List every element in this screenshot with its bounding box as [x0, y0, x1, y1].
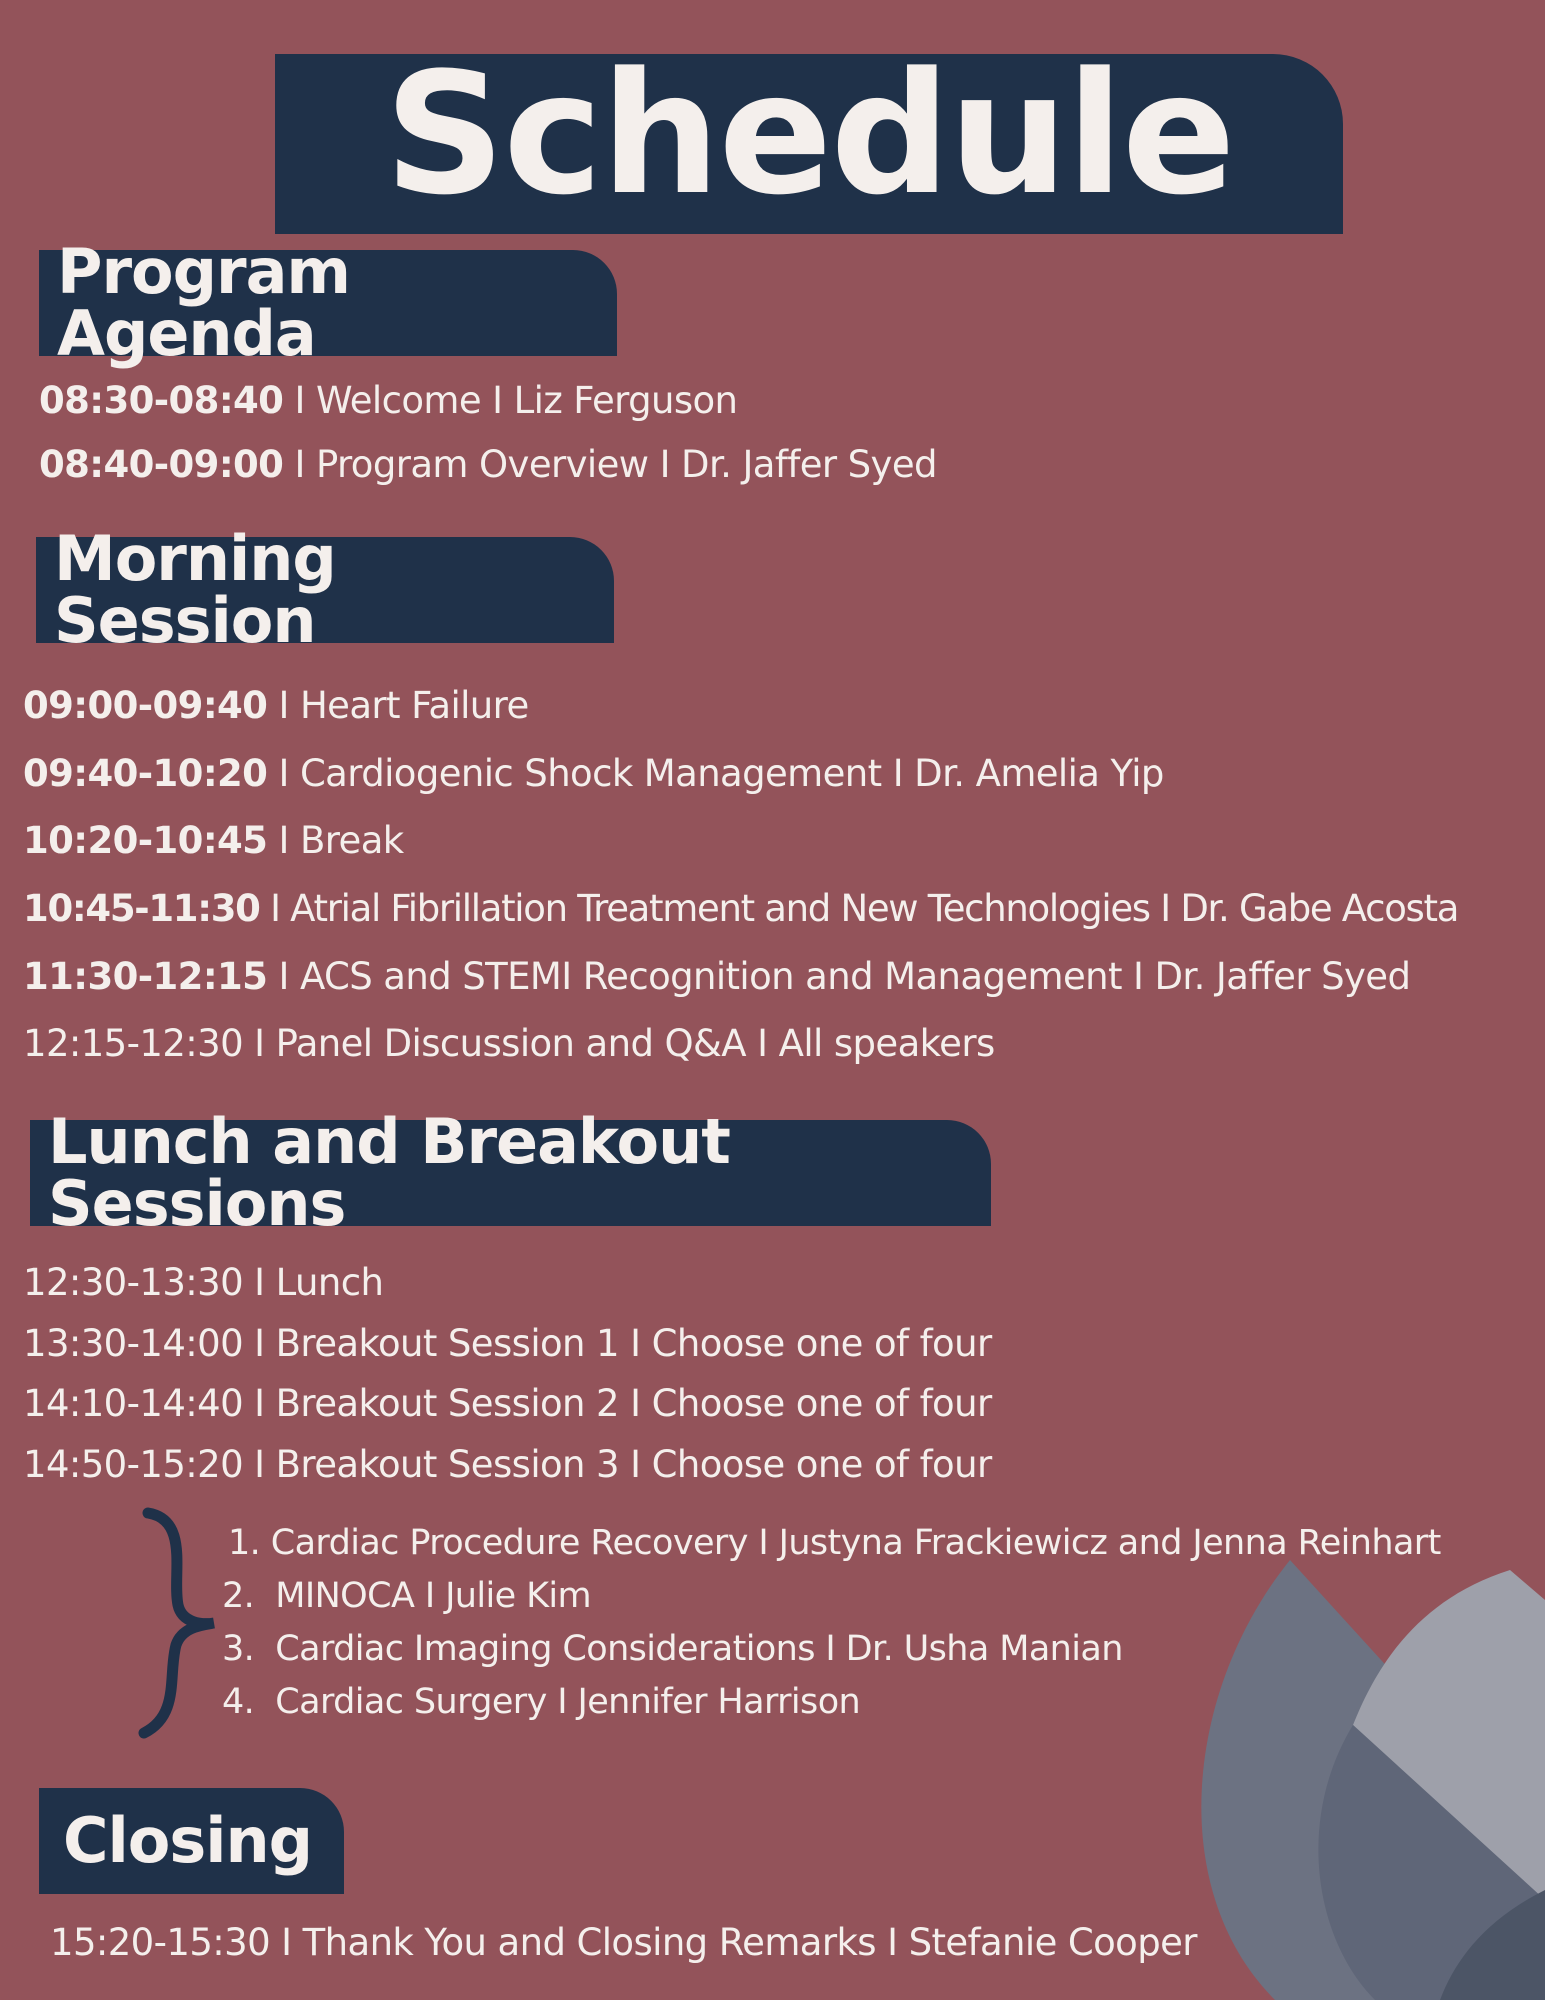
item-text: I Program Overview I Dr. Jaffer Syed [283, 443, 937, 486]
section-header-morning [36, 522, 614, 657]
option-number: 4. [222, 1682, 255, 1722]
morning-item: 12:15-12:30 I Panel Discussion and Q&A I All speakers [23, 1022, 995, 1065]
time-range: 09:40-10:20 [23, 752, 268, 795]
option-text: MINOCA I Julie Kim [275, 1576, 592, 1616]
option-number: 1. [228, 1523, 261, 1563]
title-banner [275, 36, 1343, 234]
section-title: Closing [63, 1804, 313, 1877]
time-range: 08:30-08:40 [39, 379, 284, 422]
option-text: Cardiac Imaging Considerations I Dr. Usha Manian [275, 1629, 1123, 1669]
lunch-item: 12:30-13:30 I Lunch [23, 1261, 384, 1304]
item-text: I Heart Failure [267, 684, 529, 727]
decorative-leaf-shapes [1185, 1560, 1545, 2000]
item-text: I ACS and STEMI Recognition and Management I Dr. Jaffer Syed [267, 955, 1411, 998]
item-text: I Cardiogenic Shock Management I Dr. Amelia Yip [267, 752, 1164, 795]
section-header-closing [39, 1788, 344, 1894]
morning-item [23, 752, 1164, 795]
agenda-item [39, 379, 738, 422]
curly-brace-icon [130, 1505, 220, 1740]
morning-item [23, 819, 404, 862]
item-text: I Welcome I Liz Ferguson [283, 379, 738, 422]
lunch-item: 13:30-14:00 I Breakout Session 1 I Choose one of four [23, 1322, 992, 1365]
breakout-option [222, 1682, 861, 1722]
item-text: I Break [267, 819, 404, 862]
agenda-item [39, 443, 937, 486]
time-range: 10:45-11:30 [23, 887, 260, 930]
morning-item [23, 887, 1459, 930]
morning-item [23, 955, 1411, 998]
breakout-option [228, 1523, 1441, 1563]
section-title: Lunch and Breakout Sessions [48, 1105, 730, 1240]
time-range: 10:20-10:45 [23, 819, 268, 862]
lunch-item: 14:50-15:20 I Breakout Session 3 I Choose one of four [23, 1443, 992, 1486]
breakout-option [222, 1576, 592, 1616]
closing-item: 15:20-15:30 I Thank You and Closing Remarks I Stefanie Cooper [50, 1921, 1197, 1964]
breakout-option [222, 1629, 1123, 1669]
option-number: 2. [222, 1576, 255, 1616]
time-range: 11:30-12:15 [23, 955, 268, 998]
time-range: 08:40-09:00 [39, 443, 284, 486]
section-title: Morning Session [54, 522, 336, 657]
item-text: I Atrial Fibrillation Treatment and New Technologies I Dr. Gabe Acosta [259, 887, 1459, 930]
option-text: Cardiac Procedure Recovery I Justyna Frackiewicz and Jenna Reinhart [270, 1523, 1441, 1563]
section-header-agenda [39, 235, 617, 370]
option-text: Cardiac Surgery I Jennifer Harrison [275, 1682, 861, 1722]
lunch-item: 14:10-14:40 I Breakout Session 2 I Choose one of four [23, 1382, 992, 1425]
morning-item [23, 684, 529, 727]
section-header-lunch [30, 1105, 991, 1240]
option-number: 3. [222, 1629, 255, 1669]
section-title: Program Agenda [57, 235, 351, 370]
page-title: Schedule [384, 36, 1234, 232]
time-range: 09:00-09:40 [23, 684, 268, 727]
